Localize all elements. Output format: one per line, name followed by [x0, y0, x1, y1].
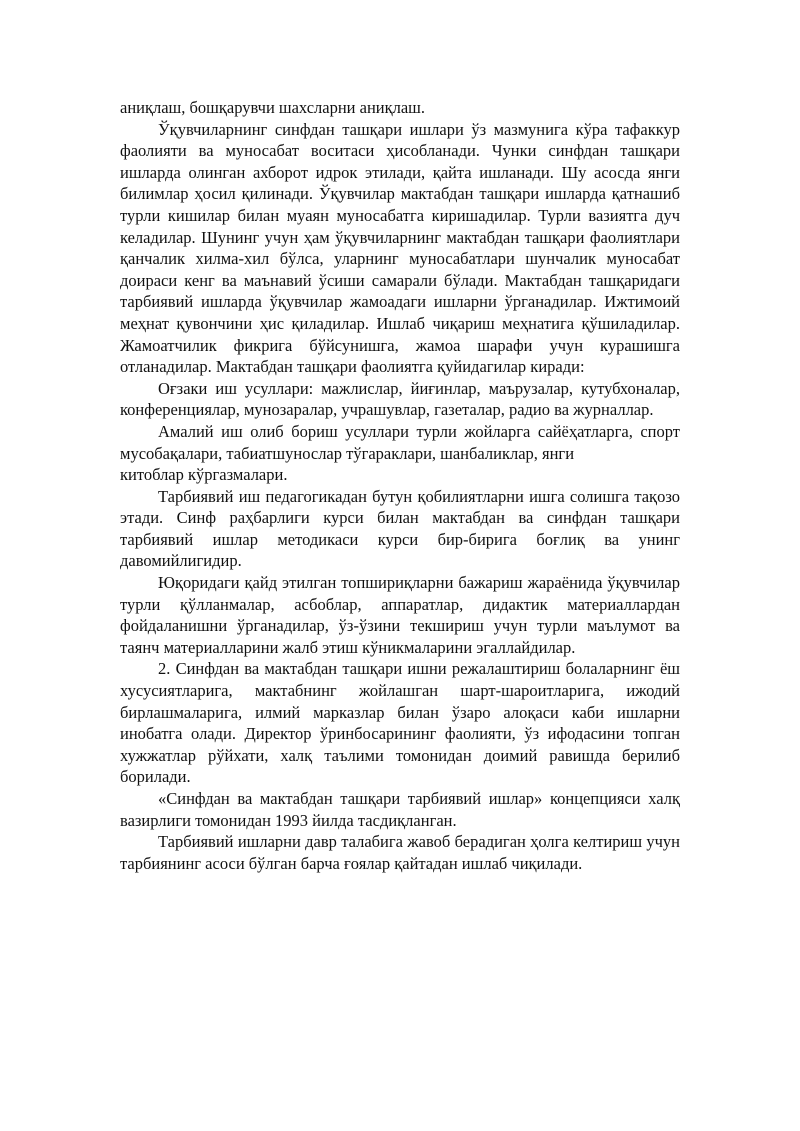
paragraph-practical-methods: Амалий иш олиб бориш усуллари турли жойларга сайёҳатларга, спорт мусобақалари, табиатшунослар тўгараклари, шанбаликлар, янги	[120, 421, 680, 463]
paragraph-ideas: Тарбиявий ишларни давр талабига жавоб берадиган ҳолга келтириш учун тарбиянинг асоси бўлган барча ғоялар қайтадан ишлаб чиқилади.	[120, 832, 680, 873]
paragraph-book-exhibitions: китоблар кўргазмалари.	[120, 465, 288, 485]
paragraph-pedagogy: Тарбиявий иш педагогикадан бутун қобилиятларни ишга солишга тақозо этади. Синф раҳбарлиги курси билан мактабдан ва синфдан ташқари тарбиявий ишлар методикаси курси бир-бирига боғлиқ ва унинг давомийлигидир.	[120, 486, 680, 571]
paragraph-oral-methods: Оғзаки иш усуллари: мажлислар, йиғинлар, маърузалар, кутубхоналар, конференциялар, мунозаралар, учрашувлар, газеталар, радио ва журналлар.	[120, 378, 680, 420]
paragraph-tasks: Юқоридаги қайд этилган топшириқларни бажариш жараёнида ўқувчилар турли қўлланмалар, асбоблар, аппаратлар, дидактик материаллардан фойдаланишни ўрганадилар, ўз-ўзини текшириш учун турли маълумот ва таянч материалларини жалб этиш кўникмаларини эгаллайдилар.	[120, 573, 680, 657]
paragraph-planning: 2. Синфдан ва мактабдан ташқари ишни режалаштириш болаларнинг ёш хусусиятларига, мактабнинг жойлашган шарт-шароитларига, ижодий бирлашмаларига, илмий марказлар билан ўзаро алоқаси каби ишларни инобатга олади. Директор ўринбосарининг фаолияти, ўз ифодасини топган хужжатлар рўйхати, халқ таълими томонидан доимий равишда берилиб борилади.	[120, 659, 680, 787]
paragraph-continuation: аниқлаш, бошқарувчи шахсларни аниқлаш.	[120, 98, 426, 117]
paragraph-concept: «Синфдан ва мактабдан ташқари тарбиявий ишлар» концепцияси халқ вазирлиги томонидан 1993 йилда тасдиқланган.	[120, 789, 680, 830]
paragraph-extracurricular-activity: Ўқувчиларнинг синфдан ташқари ишлари ўз мазмунига кўра тафаккур фаолияти ва муносабат воситаси ҳисобланади. Чунки синфдан ташқари ишларда олинган ахборот идрок этилади, қайта ишланади. Шу асосда янги билимлар ҳосил қилинади. Ўқувчилар мактабдан ташқари ишларда қатнашиб турли кишилар билан муаян муносабатга киришадилар. Турли вазиятга дуч келадилар. Шунинг учун ҳам ўқувчиларнинг мактабдан ташқари фаолиятлари қанчалик хилма-хил бўлса, уларнинг муносабатлари шунчалик муносабат доираси кенг ва маънавий ўсиши самарали бўлади. Мактабдан ташқаридаги тарбиявий ишларда ўқувчилар жамоадаги ишларни ўрганадилар. Ижтимоий меҳнат қувончини ҳис қиладилар. Ишлаб чиқариш меҳнатига қўшиладилар. Жамоатчилик фикрига бўйсунишга, жамоа шарафи учун курашишга отланадилар. Мактабдан ташқари фаолиятга қуйидагилар киради:	[120, 119, 680, 377]
document-page	[120, 97, 680, 874]
